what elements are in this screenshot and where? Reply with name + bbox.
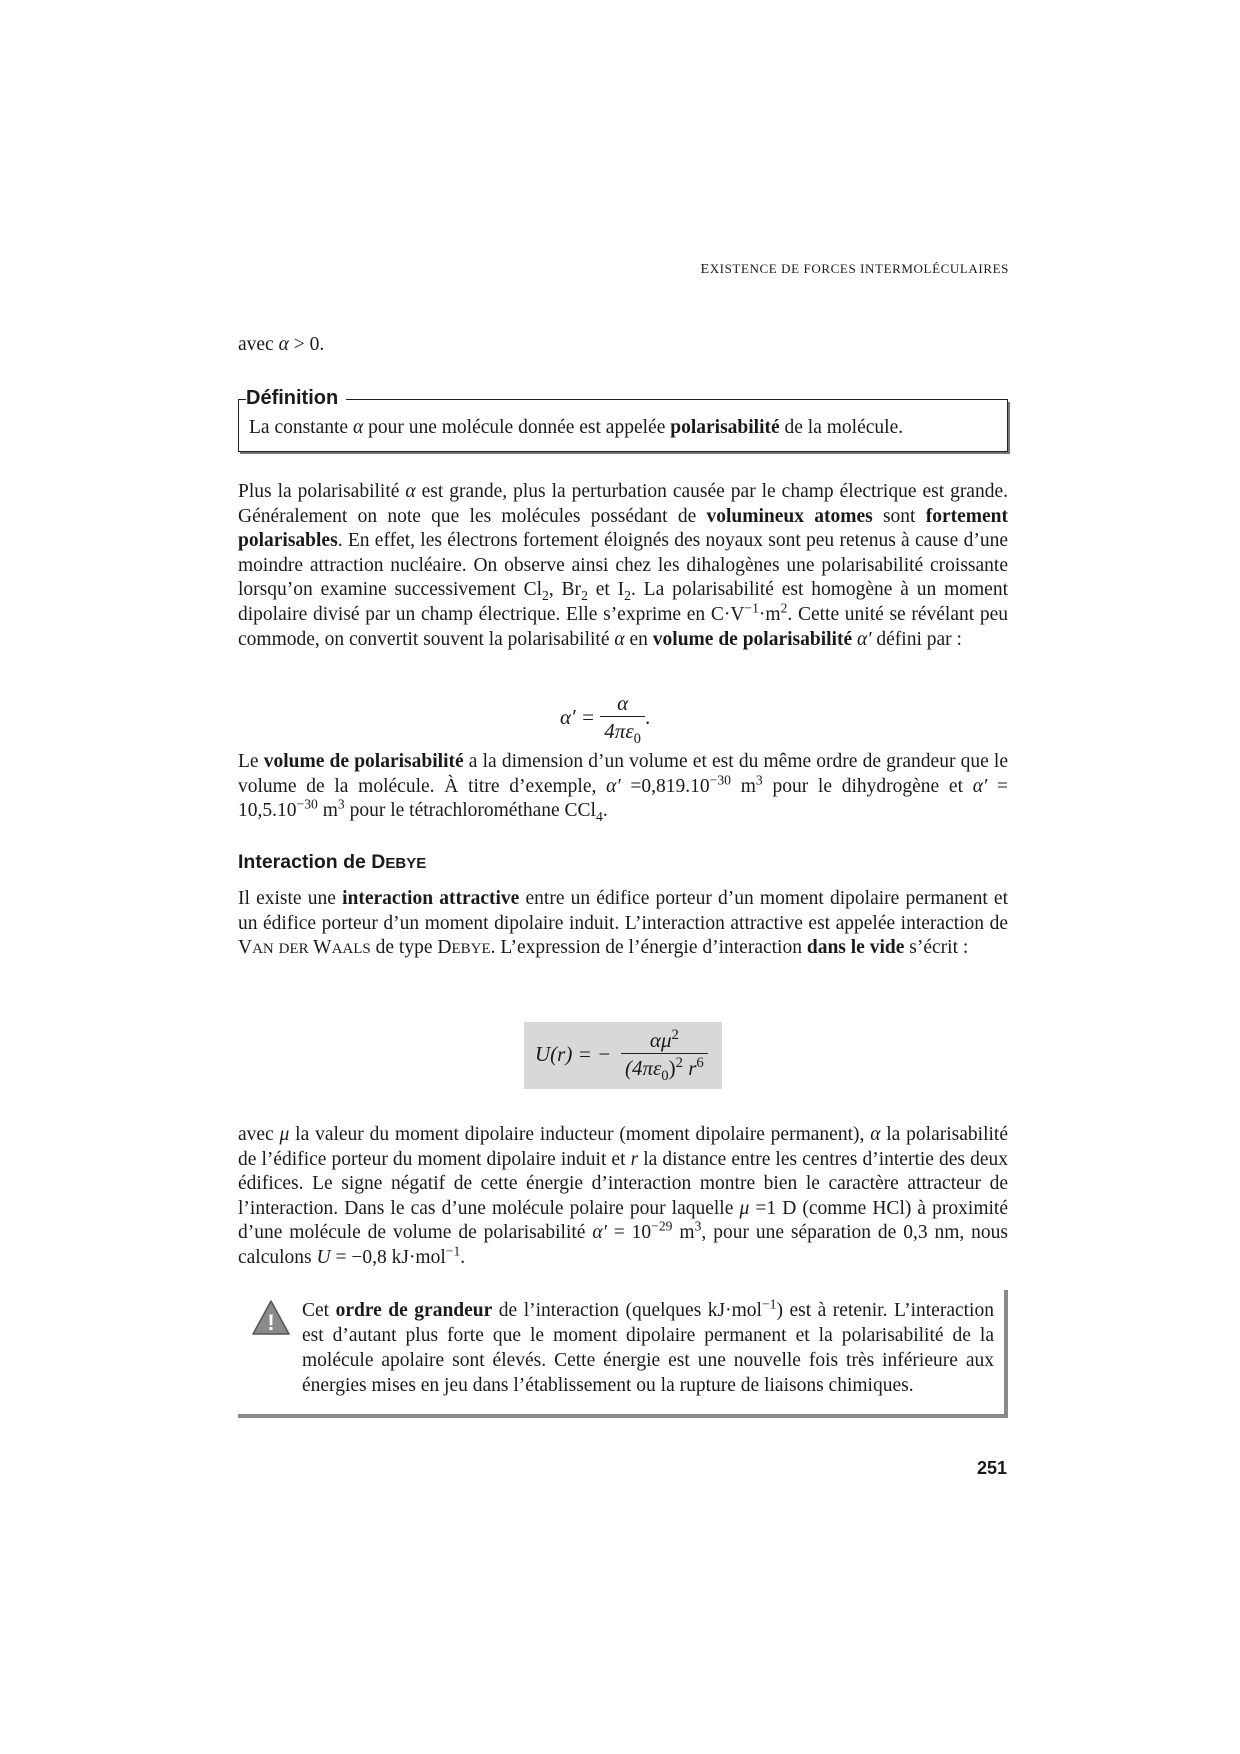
paragraph-volume: Le volume de polarisabilité a la dimension d’un volume et est du même ordre de grandeur que le volume de la molécule. À titre d’exemple, $\alpha' =0,819.10^{-30}$ $m^3$ pour le dihydrogène et $\alpha' = 10,5.10^{-30}$ $m^3$ pour le tétrachlorométhane CCl$_4$. bbox=[238, 751, 1008, 825]
equation-debye-fraction: $\frac{\alpha\mu^2}{(4\pi\varepsilon_0)^2 r^6}$ bbox=[621, 1027, 708, 1082]
definition-text: La constante α pour une molécule donnée est appelée polarisabilité de la molécule. bbox=[249, 417, 904, 438]
paragraph-debye: Il existe une interaction attractive entre un édifice porteur d’un moment dipolaire permanent et un édifice porteur d’un moment dipolaire induit. L’interaction attractive est appelée interaction de VAN DER WAALS de type DEBYE. L’expression de l’énergie d’interaction dans le vide s’écrit : bbox=[238, 888, 1008, 959]
paragraph-explanation: avec μ la valeur du moment dipolaire inducteur (moment dipolaire permanent), α la polarisabilité de l’édifice porteur du moment dipolaire induit et r la distance entre les centres d’intertie des deux édifices. Le signe négatif de cette énergie d’interaction montre bien le caractère attracteur de l’interaction. Dans le cas d’une molécule polaire pour laquelle μ =1 D (comme HCl) à proximité d’une molécule de volume de polarisabilité $\alpha' = 10^{-29}$ $m^3$, pour une séparation de 0,3 nm, nous calculons U = −0,8 kJ·mol$^{-1}$. bbox=[238, 1124, 1009, 1268]
definition-title: Définition bbox=[246, 386, 346, 410]
intro-line: avec α > 0. bbox=[238, 334, 325, 355]
equation-debye-lhs: U(r) = − bbox=[535, 1042, 612, 1066]
page-number: 251 bbox=[976, 1458, 1007, 1478]
equation-polarisability-volume: α′ = $\frac{\alpha}{4\pi\varepsilon_0}$ . bbox=[560, 691, 651, 748]
warning-text: Cet ordre de grandeur de l’interaction (quelques kJ·mol$^{-1}$) est à retenir. L’interaction est d’autant plus forte que le moment dipolaire permanent et la polarisabilité de la molécule apolaire sont élevés. Cette énergie est une nouvelle fois très inférieure aux énergies mises en jeu dans l’établissement ou la rupture de liaisons chimiques. bbox=[302, 1296, 994, 1396]
running-head: EXISTENCE DE FORCES INTERMOLÉCULAIRES bbox=[700, 261, 1009, 277]
definition-header bbox=[238, 386, 1008, 410]
equation-debye-box bbox=[524, 1022, 722, 1089]
svg-text:!: ! bbox=[267, 1310, 275, 1335]
warning-icon bbox=[251, 1298, 291, 1338]
section-heading: Interaction de DEBYE bbox=[238, 851, 427, 873]
paragraph-polarisability: Plus la polarisabilité α est grande, plus la perturbation causée par le champ électrique est grande. Généralement on note que les molécules possédant de volumineux atomes sont fortement polarisables. En effet, les électrons fortement éloignés des noyaux sont peu retenus à cause d’une moindre attraction nucléaire. On observe ainsi chez les dihalogènes une polarisabilité croissante lorsqu’on examine successivement $Cl_2$, $Br_2$ et $I_2$. La polarisabilité est homogène à un moment dipolaire divisé par un champ électrique. Elle s’exprime en $C\cdot V^{-1}\cdot m^2$. Cette unité se révélant peu commode, on convertit souvent la polarisabilité α en volume de polarisabilité α′ défini par : bbox=[238, 481, 1009, 650]
warning-box bbox=[238, 1290, 1008, 1418]
